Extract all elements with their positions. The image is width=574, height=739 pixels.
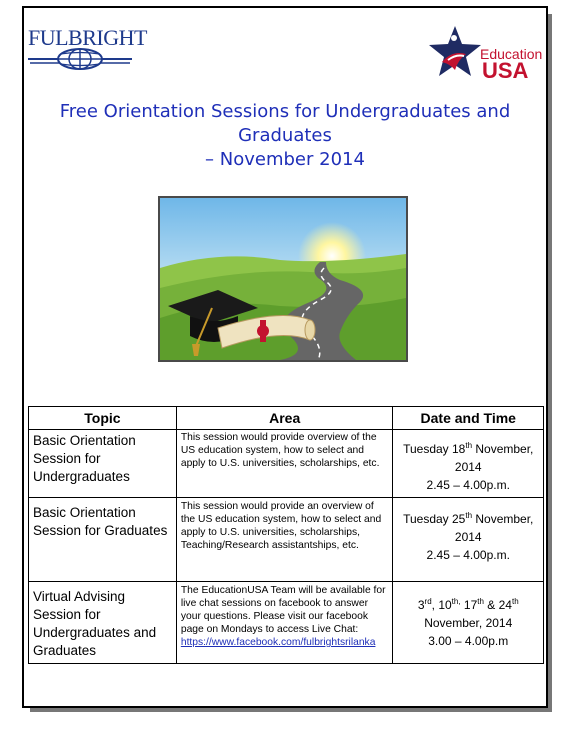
topic-line: Undergraduates and (33, 625, 157, 640)
date-line: 3rd, $10^{th,}$ 17th & 24th (417, 597, 519, 612)
schedule-table (28, 406, 544, 664)
education-wordmark: Education (480, 46, 543, 62)
date-year: 2014 (454, 530, 482, 544)
fulbright-wordmark: FULBRIGHT (28, 25, 147, 50)
educationusa-logo (428, 24, 548, 82)
area-line: This session would provide an overview of (180, 501, 374, 512)
date-time: 2.45 – 4.00p.m. (426, 478, 510, 492)
header-area: Area (176, 407, 393, 430)
area-line: your questions. Please visit our facebook (180, 611, 369, 622)
date-time: 2.45 – 4.00p.m. (426, 548, 510, 562)
topic-line: Session for Graduates (33, 523, 168, 538)
topic-line: Basic Orientation (33, 505, 136, 520)
header-topic: Topic (29, 407, 177, 430)
date-cell (393, 582, 544, 664)
date-year: 2014 (454, 460, 482, 474)
date-line: Tuesday 25th November, (403, 511, 534, 526)
date-cell (393, 498, 544, 582)
area-line: US education system, how to select and (180, 445, 364, 456)
area-cell (176, 430, 393, 498)
facebook-link[interactable]: https://www.facebook.com/fulbrightsrilanka (180, 637, 376, 648)
usa-wordmark: USA (482, 58, 529, 83)
header-date-time: Date and Time (393, 407, 544, 430)
globe-icon (28, 48, 132, 70)
area-line: apply to U.S. universities, scholarships, (180, 527, 360, 538)
topic-line: Graduates (33, 643, 97, 658)
topic-line: Session for (33, 607, 101, 622)
flyer-page (22, 6, 548, 708)
table-header-row (29, 407, 544, 430)
fulbright-logo (28, 25, 147, 72)
title-line-1: Free Orientation Sessions for Undergraduates and Graduates (59, 101, 511, 146)
date-month-year: November, 2014 (424, 616, 513, 630)
title-line-2: – November 2014 (205, 149, 365, 170)
star-icon (428, 24, 482, 82)
area-line: page on Mondays to access Live Chat: (180, 624, 359, 635)
area-line: the US education system, how to select and (180, 514, 382, 525)
area-line: The EducationUSA Team will be available for (180, 585, 386, 596)
topic-line: Basic Orientation (33, 433, 136, 448)
date-cell (393, 430, 544, 498)
table-row (29, 498, 544, 582)
area-line: live chat sessions on facebook to answer (180, 598, 369, 609)
date-line: Tuesday 18th November, (403, 441, 534, 456)
area-line: apply to U.S. universities, scholarships, etc. (180, 458, 380, 469)
topic-cell (29, 582, 177, 664)
area-line: This session would provide overview of the (180, 432, 377, 443)
page-shadow-bottom (30, 708, 552, 712)
topic-line: Virtual Advising (33, 589, 126, 604)
area-cell (176, 582, 393, 664)
page-shadow-right (548, 14, 552, 710)
table-row (29, 430, 544, 498)
area-line: Teaching/Research assistantships, etc. (180, 540, 359, 551)
area-cell (176, 498, 393, 582)
table-row (29, 582, 544, 664)
topic-line: Session for (33, 451, 101, 466)
hero-image (158, 196, 408, 362)
topic-line: Undergraduates (33, 469, 130, 484)
topic-cell (29, 498, 177, 582)
topic-cell (29, 430, 177, 498)
page-title (24, 100, 546, 172)
date-time: 3.00 – 4.00p.m (428, 634, 509, 648)
